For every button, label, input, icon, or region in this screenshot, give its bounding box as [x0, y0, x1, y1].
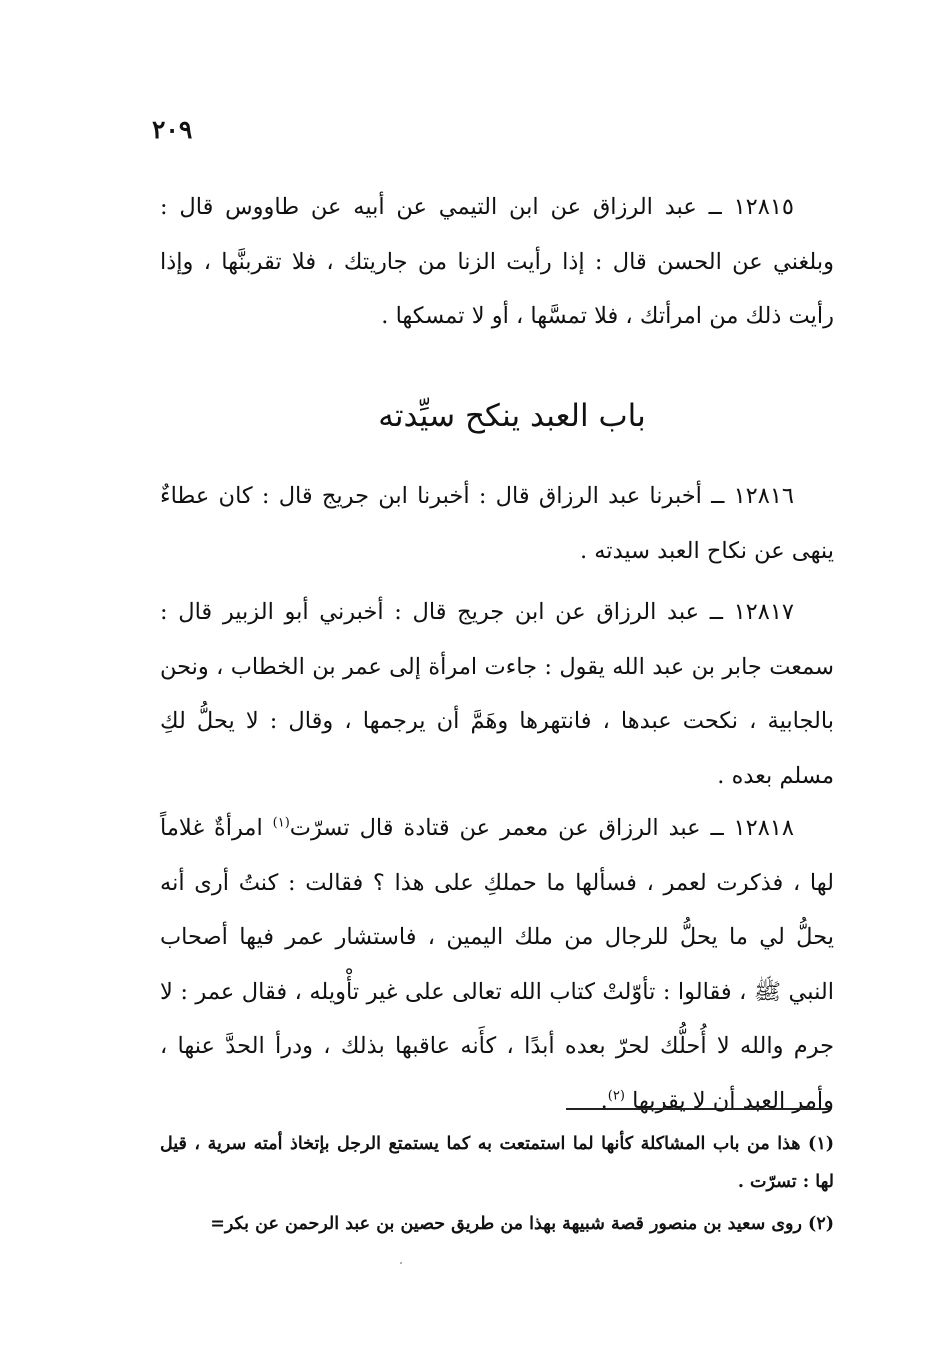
footnote-1: (١) هذا من باب المشاكلة كأنها لما استمتعت به كما يستمتع الرجل بإتخاذ أمته سرية ، قيل لها : تسرّت . [160, 1134, 834, 1192]
section-title: باب العبد ينكح سيِّدته [378, 398, 646, 434]
hadith-text-end: . [600, 1087, 608, 1114]
footnotes [160, 1125, 834, 1243]
hadith-12818 [160, 801, 834, 1128]
footnote-ref-2: (٢) [607, 1088, 625, 1103]
hadith-12815 [160, 180, 834, 344]
hadith-text [160, 801, 834, 1128]
hadith-text: ١٢٨١٦ ــ أخبرنا عبد الرزاق قال : أخبرنا ابن جريج قال : كان عطاءٌ ينهى عن نكاح العبد سيدته . [160, 483, 834, 564]
hadith-text: ١٢٨١٥ ــ عبد الرزاق عن ابن التيمي عن أبيه عن طاووس قال : وبلغني عن الحسن قال : إذا رأيت الزنا من جاريتك ، فلا تقربنَّها ، وإذا رأيت ذلك من امرأتك ، فلا تمسَّها ، أو لا تمسكها . [160, 194, 834, 329]
hadith-12816 [160, 469, 834, 578]
scan-speck [400, 1262, 402, 1264]
footnote-ref-1: (١) [272, 815, 290, 831]
page-number: ٢٠٩ [152, 115, 193, 144]
hadith-text-start: ١٢٨١٨ ــ عبد الرزاق عن معمر عن قتادة قال تسرّت [289, 815, 794, 841]
footnote-2: (٢) روى سعيد بن منصور قصة شبيهة بهذا من طريق حصين بن عبد الرحمن عن بكر= [210, 1214, 834, 1234]
hadith-text: ١٢٨١٧ ــ عبد الرزاق عن ابن جريج قال : أخبرني أبو الزبير قال : سمعت جابر بن عبد الله يقول : جاءت امرأة إلى عمر بن الخطاب ، ونحن بالجابية ، نكحت عبدها ، فانتهرها وهَمَّ أن يرجمها ، وقال : لا يحلُّ لكِ مسلم بعده . [160, 599, 834, 789]
footnote-divider [566, 1108, 830, 1110]
hadith-12817 [160, 585, 834, 803]
hadith-text-middle: امرأةٌ غلاماً لها ، فذكرت لعمر ، فسألها ما حملكِ على هذا ؟ فقالت : كنتُ أرى أنه يحلُّ لي ما يحلُّ للرجال من ملك اليمين ، فاستشار عمر فيها أصحاب النبي ﷺ ، فقالوا : تأوّلتْ كتاب الله تعالى على غير تأْويله ، فقال عمر : لا جرم والله لا أُحلُّك لحرّ بعده أبدًا ، كأَنه عاقبها بذلك ، ودرأ الحدَّ عنها ، وأمر العبد أن لا يقربها [160, 815, 834, 1114]
